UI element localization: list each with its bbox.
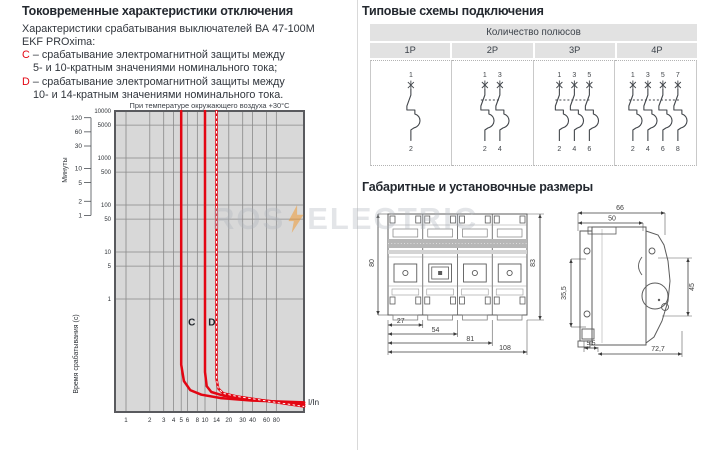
svg-text:Минуты: Минуты [62,157,69,183]
svg-text:1: 1 [631,72,636,79]
svg-text:30: 30 [239,417,247,424]
svg-text:2: 2 [408,145,413,153]
svg-text:60: 60 [263,417,270,424]
watermark-text-right: ELECTRIC [307,201,479,236]
pole-schemes-row [370,60,697,166]
svg-text:1: 1 [556,72,561,79]
svg-text:4: 4 [497,146,502,153]
svg-text:3: 3 [497,72,502,79]
pole-symbol [570,72,583,153]
svg-text:10000: 10000 [94,109,111,115]
schemes-section-title: Типовые схемы подключения [362,4,544,18]
watermark-text-left: ROS [212,201,286,236]
svg-text:C: C [188,317,196,329]
svg-text:10: 10 [104,250,111,256]
side-view-drawing [558,201,701,359]
svg-text:3: 3 [646,72,651,79]
pole-symbol [629,72,642,153]
svg-text:5: 5 [78,179,82,187]
pole-count-label-4P: 4P [617,43,697,58]
column-divider [357,0,358,450]
legend-cont-d: 10- и 14-кратным значениями номинального тока. [33,89,284,102]
svg-text:5: 5 [179,417,183,424]
svg-text:2: 2 [631,146,636,153]
scheme-cell-1P [370,60,452,166]
svg-text:1: 1 [124,417,128,424]
svg-text:120: 120 [71,114,82,122]
scheme-drawing-3P [534,61,615,165]
pole-count-label-2P: 2P [452,43,532,58]
svg-text:54: 54 [431,327,440,334]
scheme-drawing-4P [615,61,696,165]
svg-text:Время срабатывания (с): Время срабатывания (с) [73,314,80,394]
svg-text:При температуре окружающего во: При температуре окружающего воздуха +30°С [129,101,290,110]
svg-text:4: 4 [571,146,576,153]
svg-text:8: 8 [195,417,200,424]
svg-text:20: 20 [225,417,233,424]
svg-text:6: 6 [185,417,190,424]
svg-text:50: 50 [608,215,616,223]
svg-text:40: 40 [249,417,257,424]
svg-text:100: 100 [100,203,111,209]
svg-text:30: 30 [74,143,82,151]
svg-text:1: 1 [408,72,413,80]
svg-text:6: 6 [586,146,591,153]
pole-symbol [496,72,509,153]
svg-text:5: 5 [586,72,591,79]
svg-text:4: 4 [171,417,176,424]
legend-cont-c: 5- и 10-кратным значениями номинального тока; [33,62,278,75]
left-section-title: Токовременные характеристики отключения [22,4,293,18]
svg-text:3: 3 [571,72,576,79]
curve-legend [22,49,285,103]
intro-line-2: EKF PROxima: [22,36,96,49]
front-view-drawing [365,201,560,359]
svg-text:I/In: I/In [308,398,320,407]
svg-text:2: 2 [148,417,152,424]
svg-text:83: 83 [530,259,537,267]
svg-text:5,5: 5,5 [586,340,596,347]
svg-text:80: 80 [272,417,280,424]
svg-text:3: 3 [161,417,166,424]
svg-text:14: 14 [213,417,220,424]
svg-text:60: 60 [74,129,82,137]
svg-text:45: 45 [689,283,696,291]
svg-text:2: 2 [482,146,487,153]
svg-text:1: 1 [78,212,82,220]
svg-text:4: 4 [646,146,651,153]
pole-symbol [585,72,598,153]
intro-line-1: Характеристики срабатывания выключателей ВА 47-100М [22,23,315,35]
svg-text:1000: 1000 [97,156,111,162]
legend-key-c: C [22,49,30,61]
pole-symbol [481,72,494,153]
svg-text:5: 5 [107,264,111,271]
legend-text-c: – срабатывание электромагнитной защиты между [32,49,285,61]
svg-text:500: 500 [100,170,111,177]
svg-text:80: 80 [369,259,376,267]
svg-text:72,7: 72,7 [651,346,665,353]
scheme-cell-3P [534,60,616,166]
svg-text:5000: 5000 [97,123,111,130]
legend-row-d [22,76,285,89]
trip-curve-chart-svg [40,99,350,439]
svg-text:7: 7 [676,72,681,79]
pole-labels-row [370,43,697,58]
svg-text:2: 2 [78,198,82,206]
svg-text:27: 27 [396,318,405,325]
legend-key-d: D [22,75,30,88]
svg-text:108: 108 [499,345,511,352]
scheme-cell-4P [615,60,697,166]
pole-count-header: Количество полюсов [370,24,697,41]
svg-text:6: 6 [661,146,666,153]
pole-count-label-3P: 3P [535,43,615,58]
svg-text:1: 1 [482,72,487,79]
svg-text:5: 5 [661,72,666,79]
legend-row-c [22,49,285,62]
svg-text:D: D [208,317,216,329]
scheme-cell-2P [452,60,534,166]
legend-text-d: – срабатывание электромагнитной защиты между [32,75,285,88]
trip-curve-chart [40,99,350,439]
svg-text:8: 8 [676,146,681,153]
svg-text:35,5: 35,5 [561,286,568,300]
scheme-drawing-2P [452,61,533,165]
pole-symbol [659,72,672,153]
svg-text:81: 81 [466,336,475,343]
svg-text:50: 50 [104,217,111,224]
pole-count-label-1P: 1P [370,43,450,58]
scheme-drawing-1P [371,61,451,165]
pole-schemes-table [370,24,697,166]
pole-symbol [407,72,420,153]
svg-text:2: 2 [556,146,561,153]
dimensions-section-title: Габаритные и установочные размеры [362,180,593,194]
pole-symbol [644,72,657,153]
intro-text [22,23,315,50]
pole-symbol [674,72,687,153]
svg-text:66: 66 [616,205,624,212]
svg-text:1: 1 [107,297,111,303]
svg-text:10: 10 [74,165,82,173]
svg-text:10: 10 [201,417,209,424]
pole-symbol [555,72,568,153]
